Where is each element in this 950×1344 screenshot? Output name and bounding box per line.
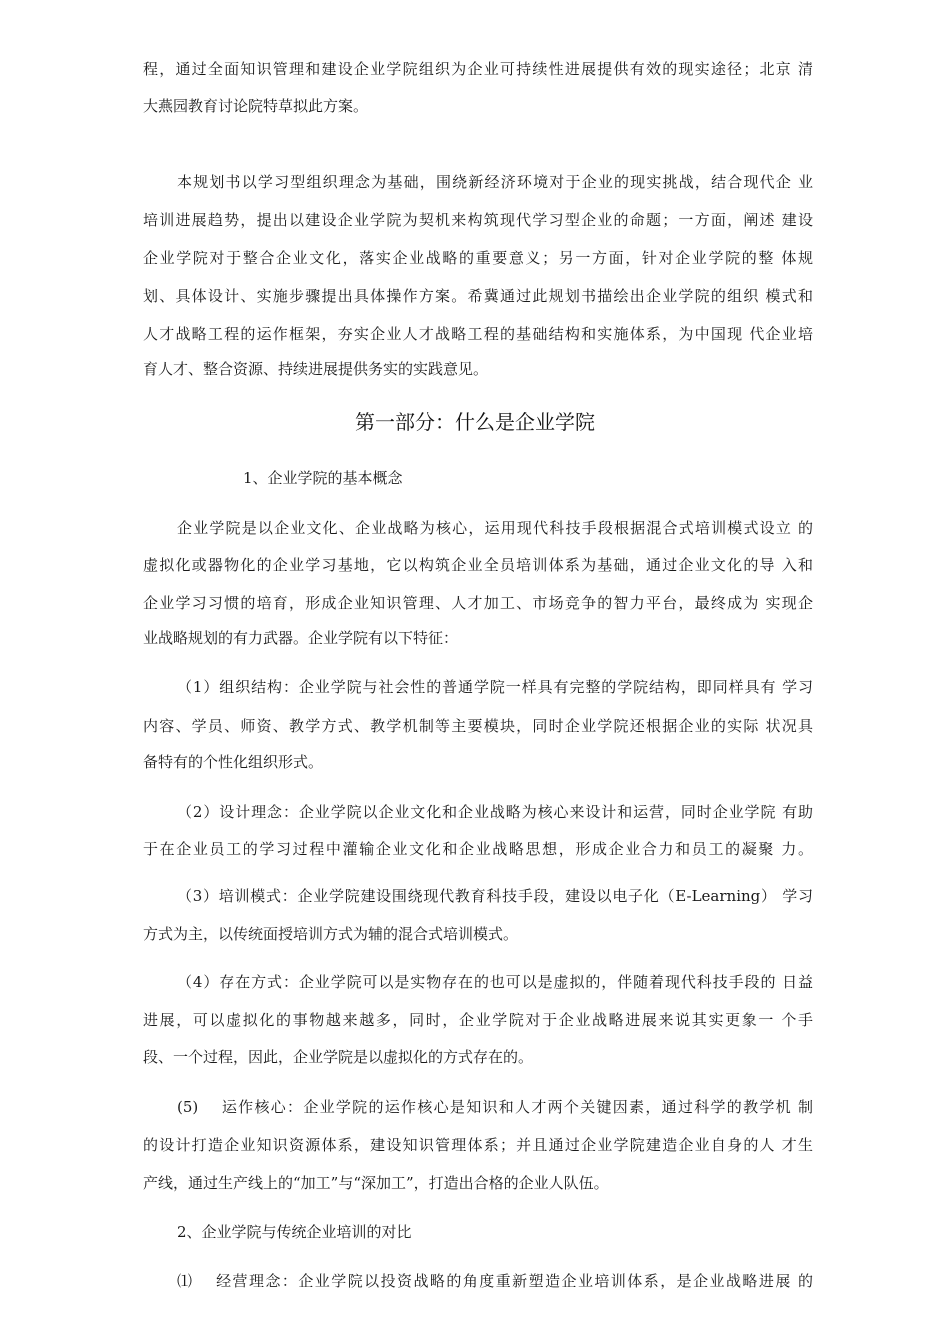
- preface-line-4: 划、具体设计、实施步骤提出具体操作方案。希冀通过此规划书描绘出企业学院的组织 模式和: [143, 287, 813, 305]
- preface-line-5: 人才战略工程的运作框架，夯实企业人才战略工程的基础结构和实施体系，为中国现 代企业培: [143, 325, 813, 343]
- definition-line-3: 企业学习习惯的培育，形成企业知识管理、人才加工、市场竞争的智力平台，最终成为 实现企: [143, 594, 813, 612]
- feature4-line-3: 段、一个过程，因此，企业学院是以虚拟化的方式存在的。: [143, 1048, 534, 1066]
- preface-line-1: 本规划书以学习型组织理念为基础，围绕新经济环境对于企业的现实挑战，结合现代企 业: [177, 173, 813, 191]
- section2-title: 2、企业学院与传统企业培训的对比: [177, 1223, 412, 1241]
- definition-line-2: 虚拟化或器物化的企业学习基地，它以构筑企业全员培训体系为基础，通过企业文化的导 入和: [143, 556, 813, 574]
- feature3-line-1: （3）培训模式：企业学院建设围绕现代教育科技手段，建设以电子化（E-Learning） 学习: [177, 887, 813, 905]
- section1-title: 1、企业学院的基本概念: [243, 469, 403, 487]
- intro-line-2: 大燕园教育讨论院特草拟此方案。: [143, 97, 369, 115]
- feature2-line-1: （2）设计理念：企业学院以企业文化和企业战略为核心来设计和运营，同时企业学院 有助: [177, 803, 813, 821]
- part1-title: 第一部分：什么是企业学院: [355, 410, 595, 434]
- feature5-line-3: 产线，通过生产线上的“加工”与“深加工”，打造出合格的企业人队伍。: [143, 1174, 609, 1192]
- intro-line-1: 程，通过全面知识管理和建设企业学院组织为企业可持续性进展提供有效的现实途径；北京 清: [143, 60, 813, 78]
- feature5-line-1: (5) 运作核心：企业学院的运作核心是知识和人才两个关键因素，通过科学的教学机 制: [177, 1098, 813, 1116]
- definition-line-1: 企业学院是以企业文化、企业战略为核心，运用现代科技手段根据混合式培训模式设立 的: [177, 519, 813, 537]
- feature1-line-3: 备特有的个性化组织形式。: [143, 753, 324, 771]
- feature3-line-2: 方式为主，以传统面授培训方式为辅的混合式培训模式。: [143, 925, 519, 943]
- feature1-line-1: （1）组织结构：企业学院与社会性的普通学院一样具有完整的学院结构，即同样具有 学习: [177, 678, 813, 696]
- preface-line-6: 育人才、整合资源、持续进展提供务实的实践意见。: [143, 360, 489, 378]
- preface-line-3: 企业学院对于整合企业文化，落实企业战略的重要意义；另一方面，针对企业学院的整 体规: [143, 249, 813, 267]
- comparison-line-1: ⑴ 经营理念：企业学院以投资战略的角度重新塑造企业培训体系，是企业战略进展 的: [177, 1272, 813, 1290]
- feature4-line-2: 进展，可以虚拟化的事物越来越多，同时，企业学院对于企业战略进展来说其实更象一 个手: [143, 1011, 813, 1029]
- feature1-line-2: 内容、学员、师资、教学方式、教学机制等主要模块，同时企业学院还根据企业的实际 状况具: [143, 717, 813, 735]
- feature5-line-2: 的设计打造企业知识资源体系，建设知识管理体系；并且通过企业学院建造企业自身的人 才生: [143, 1136, 813, 1154]
- definition-line-4: 业战略规划的有力武器。企业学院有以下特征：: [143, 629, 459, 647]
- feature4-line-1: （4）存在方式：企业学院可以是实物存在的也可以是虚拟的，伴随着现代科技手段的 日益: [177, 973, 813, 991]
- preface-line-2: 培训进展趋势，提出以建设企业学院为契机来构筑现代学习型企业的命题；一方面，阐述 建设: [143, 211, 813, 229]
- feature2-line-2: 于在企业员工的学习过程中灌输企业文化和企业战略思想，形成企业合力和员工的凝聚 力。: [143, 840, 813, 858]
